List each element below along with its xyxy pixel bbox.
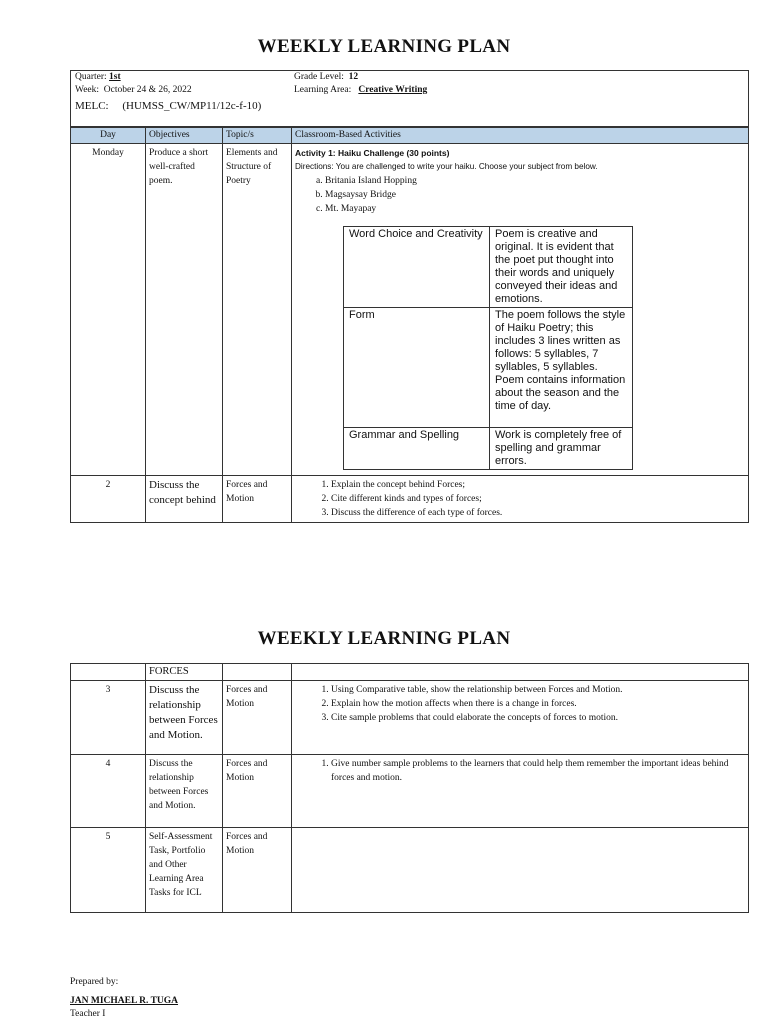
activity-cell	[292, 828, 749, 913]
activity-list	[295, 683, 745, 725]
plan-table-1	[70, 127, 749, 523]
plan-info-box	[70, 70, 749, 127]
topic-cell: Forces and Motion	[223, 681, 292, 755]
page-title: WEEKLY LEARNING PLAN	[257, 628, 511, 649]
area-value: Creative Writing	[358, 85, 428, 95]
grade-line: Grade Level: 12	[294, 72, 359, 82]
melc-value: (HUMSS_CW/MP11/12c-f-10)	[122, 100, 262, 112]
table-row	[344, 227, 633, 308]
activity-cell	[292, 755, 749, 828]
quarter-value: 1st	[109, 72, 121, 82]
list-item: c. Mt. Mayapay	[325, 202, 745, 216]
list-item: 1. Using Comparative table, show the relationship between Forces and Motion.	[331, 683, 745, 697]
list-item: b. Magsaysay Bridge	[325, 188, 745, 202]
header-topics: Topic/s	[223, 128, 292, 144]
activity-list	[295, 757, 745, 785]
rubric-criterion: Form	[344, 308, 490, 428]
list-item: 1. Explain the concept behind Forces;	[331, 478, 745, 492]
table-row	[71, 476, 749, 523]
activity-list	[295, 478, 745, 520]
activity-cell	[292, 681, 749, 755]
objective-cell: Discuss the relationship between Forces and Motion.	[146, 755, 223, 828]
activity-cell	[292, 144, 749, 476]
objective-cell: Discuss the relationship between Forces and Motion.	[146, 681, 223, 755]
rubric-description: Poem is creative and original. It is evident that the poet put thought into their words and uniquely conveyed their ideas and emotions.	[490, 227, 633, 308]
topic-cell: Elements and Structure of Poetry	[223, 144, 292, 476]
day-cell: 2	[71, 476, 146, 523]
preparer-position: Teacher I	[70, 1009, 106, 1019]
rubric-description: Work is completely free of spelling and grammar errors.	[490, 428, 633, 470]
rubric-description: The poem follows the style of Haiku Poetry; this includes 3 lines written as follows: 5 syllables, 7 syllables, 5 syllables. Poem contains information about the season and the time of day.	[490, 308, 633, 428]
table-row	[344, 428, 633, 470]
activity-title: Activity 1: Haiku Challenge (30 points)	[295, 148, 450, 158]
grade-value: 12	[348, 72, 359, 82]
prepared-by-label: Prepared by:	[70, 977, 119, 987]
activity-cell	[292, 664, 749, 681]
objective-cell: Self-Assessment Task, Portfolio and Other Learning Area Tasks for ICL	[146, 828, 223, 913]
melc-line: MELC: (HUMSS_CW/MP11/12c-f-10)	[75, 100, 262, 112]
rubric-criterion: Word Choice and Creativity	[344, 227, 490, 308]
objective-cell: Produce a short well-crafted poem.	[146, 144, 223, 476]
table-row	[344, 308, 633, 428]
day-cell: 4	[71, 755, 146, 828]
header-activities: Classroom-Based Activities	[292, 128, 749, 144]
objective-cell: FORCES	[146, 664, 223, 681]
day-cell: Monday	[71, 144, 146, 476]
page-title: WEEKLY LEARNING PLAN	[257, 36, 511, 57]
topic-cell: Forces and Motion	[223, 755, 292, 828]
table-row	[71, 664, 749, 681]
table-row	[71, 144, 749, 476]
quarter-line: Quarter: 1st	[75, 72, 121, 82]
table-header-row	[71, 128, 749, 144]
subject-choices	[295, 174, 745, 216]
table-row	[71, 828, 749, 913]
day-cell	[71, 664, 146, 681]
topic-cell	[223, 664, 292, 681]
table-row	[71, 755, 749, 828]
activity-cell	[292, 476, 749, 523]
objective-cell: Discuss the concept behind	[146, 476, 223, 523]
header-objectives: Objectives	[146, 128, 223, 144]
plan-table-2	[70, 663, 749, 913]
header-day: Day	[71, 128, 146, 144]
activity-directions: Directions: You are challenged to write your haiku. Choose your subject from below.	[295, 162, 598, 171]
day-cell: 3	[71, 681, 146, 755]
list-item: a. Britania Island Hopping	[325, 174, 745, 188]
day-cell: 5	[71, 828, 146, 913]
preparer-name: JAN MICHAEL R. TUGA	[70, 996, 179, 1006]
table-row	[71, 681, 749, 755]
list-item: 1. Give number sample problems to the learners that could help them remember the important ideas behind forces and motion.	[331, 757, 745, 785]
list-item: 2. Cite different kinds and types of forces;	[331, 492, 745, 506]
topic-cell: Forces and Motion	[223, 476, 292, 523]
week-line: Week: October 24 & 26, 2022	[75, 85, 192, 95]
list-item: 3. Cite sample problems that could elaborate the concepts of forces to motion.	[331, 711, 745, 725]
rubric-table	[343, 226, 633, 470]
list-item: 2. Explain how the motion affects when there is a change in forces.	[331, 697, 745, 711]
rubric-criterion: Grammar and Spelling	[344, 428, 490, 470]
list-item: 3. Discuss the difference of each type of forces.	[331, 506, 745, 520]
week-value: October 24 & 26, 2022	[103, 85, 192, 95]
area-line: Learning Area: Creative Writing	[294, 85, 428, 95]
topic-cell: Forces and Motion	[223, 828, 292, 913]
